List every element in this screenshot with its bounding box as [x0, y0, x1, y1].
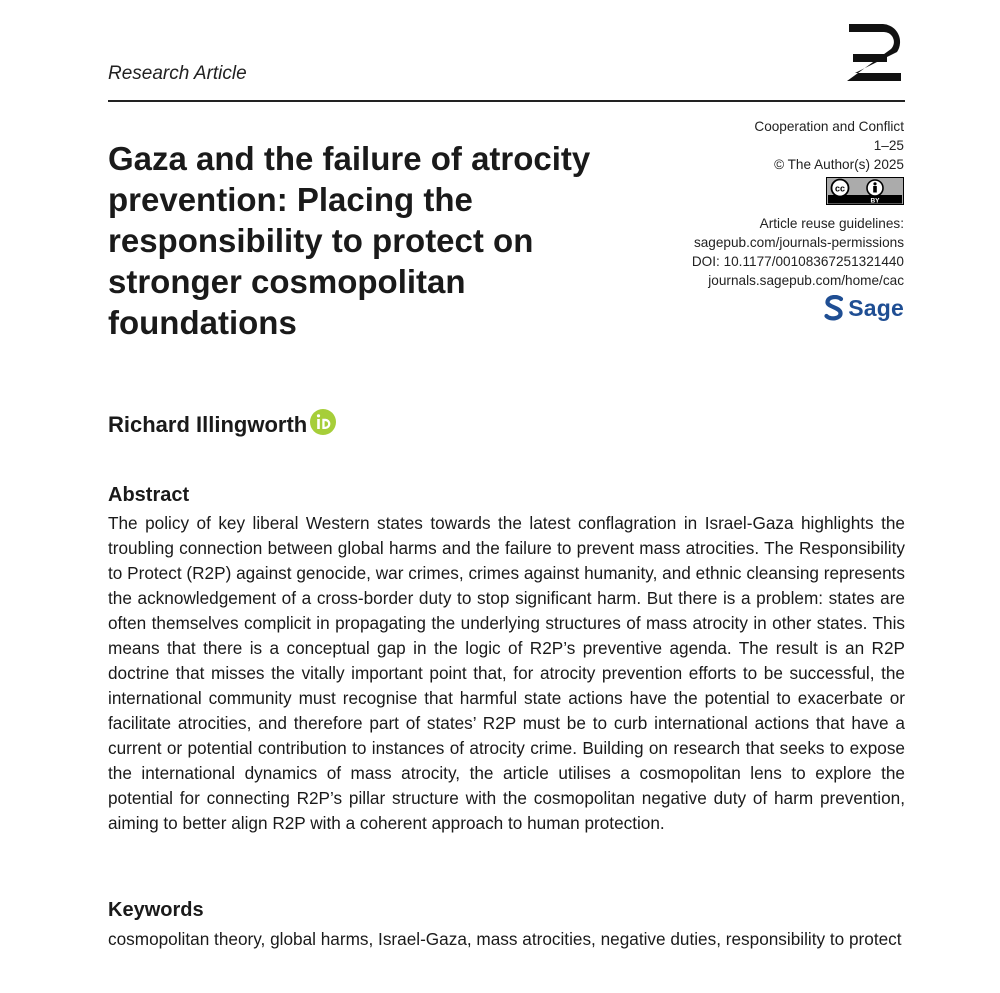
permissions-link[interactable]: sagepub.com/journals-permissions — [693, 235, 904, 250]
journal-name: Cooperation and Conflict — [754, 119, 904, 134]
orcid-icon[interactable] — [309, 408, 337, 442]
page-range: 1–25 — [873, 138, 904, 153]
journal-logo-icon — [843, 15, 907, 85]
sage-s-icon — [824, 295, 844, 321]
abstract-text: The policy of key liberal Western states towards the latest conflagration in Israel-Gaza highlights the troubling connection between global harms and the failure to prevent mass atrocities. The Responsibility to Protect (R2P) against genocide, war crimes, crimes against humanity, and ethnic cleansing represents the acknowledgement of a cross-border duty to stop significant harm. But there is a problem: states are often themselves complicit in propagating the underlying structures of mass atrocity in other states. This means that there is a conceptual gap in the logic of R2P’s preventive agenda. The result is an R2P doctrine that misses the vitally important point that, for atrocity prevention efforts to be successful, the international community must recognise that harmful state actions have the potential to exacerbate or facilitate atrocities, and therefore part of states’ R2P must be to curb international actions that have a current or potential contribution to instances of atrocity crime. Building on research that seeks to expose the international dynamics of mass atrocity, the article utilises a cosmopolitan lens to explore the potential for connecting R2P’s pillar structure with the cosmopolitan negative duty of harm prevention, aiming to better align R2P with a coherent approach to human protection. — [108, 513, 905, 833]
by-text: BY — [870, 197, 880, 205]
journal-meta-block — [574, 117, 904, 321]
abstract-heading: Abstract — [108, 484, 190, 506]
article-title: Gaza and the failure of atrocity prevention: Placing the responsibility to protect on stronger cosmopolitan foundations — [108, 140, 591, 341]
copyright-line: © The Author(s) 2025 — [774, 157, 904, 172]
doi-link[interactable]: DOI: 10.1177/00108367251321440 — [691, 254, 904, 269]
cc-by-license-badge[interactable] — [826, 177, 904, 205]
header-divider — [108, 100, 905, 102]
sage-wordmark: Sage — [848, 294, 904, 321]
author-name[interactable]: Richard Illingworth — [108, 412, 308, 437]
author-line — [108, 408, 337, 442]
cc-text: cc — [834, 183, 846, 194]
article-type-label: Research Article — [108, 63, 247, 84]
keywords-heading: Keywords — [108, 899, 204, 921]
keywords-text: cosmopolitan theory, global harms, Israel-Gaza, mass atrocities, negative duties, responsibility to protect — [108, 929, 902, 949]
journal-url-link[interactable]: journals.sagepub.com/home/cac — [708, 273, 904, 288]
reuse-guidelines-label: Article reuse guidelines: — [759, 216, 904, 231]
sage-logo[interactable] — [574, 295, 904, 321]
